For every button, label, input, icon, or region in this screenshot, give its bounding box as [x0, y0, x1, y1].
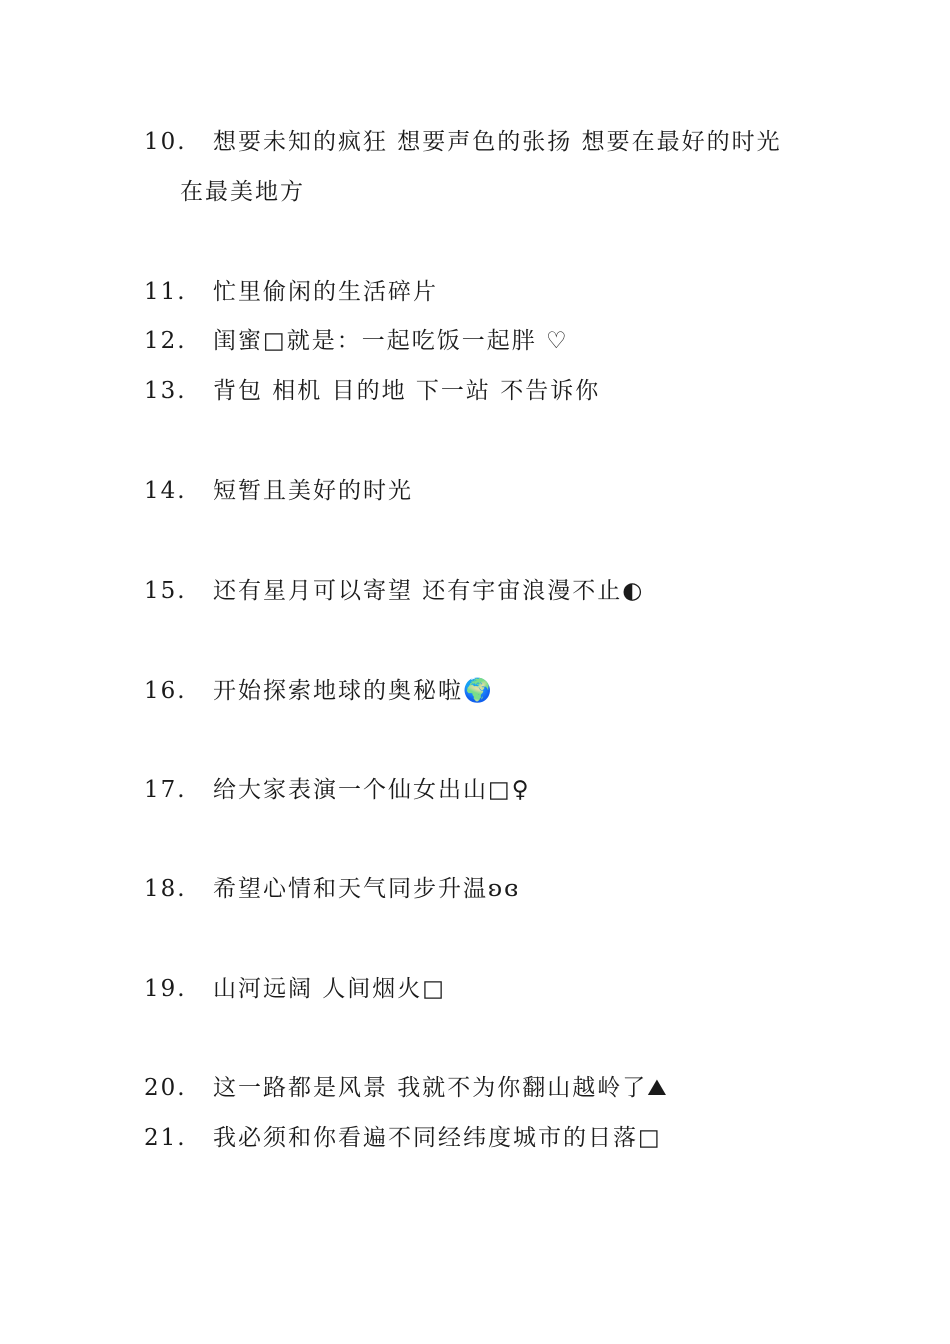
item-number: 12.	[144, 328, 187, 354]
item-number: 16.	[144, 678, 187, 704]
item-text: 还有星月可以寄望 还有宇宙浪漫不止◐	[213, 578, 645, 604]
item-text: 开始探索地球的奥秘啦🌍	[213, 678, 494, 704]
item-number: 11.	[144, 279, 187, 305]
item-number: 13.	[144, 378, 187, 404]
item-text: 给大家表演一个仙女出山□♀	[213, 777, 531, 803]
item-number: 10.	[144, 129, 187, 155]
item-number: 15.	[144, 578, 187, 604]
item-text: 希望心情和天气同步升温ʚɞ	[213, 876, 521, 902]
item-text: 闺蜜□就是：一起吃饭一起胖 ♡	[213, 328, 569, 354]
item-text: 这一路都是风景 我就不为你翻山越岭了⛰	[213, 1075, 669, 1101]
item-number: 18.	[144, 876, 187, 902]
item-text: 忙里偷闲的生活碎片	[213, 279, 438, 305]
item-number: 21.	[144, 1125, 187, 1151]
item-number: 17.	[144, 777, 187, 803]
item-text-continuation: 在最美地方	[180, 179, 305, 205]
item-text: 山河远阔 人间烟火□	[213, 976, 447, 1002]
item-number: 20.	[144, 1075, 187, 1101]
item-text: 想要未知的疯狂 想要声色的张扬 想要在最好的时光	[213, 129, 782, 155]
item-text: 我必须和你看遍不同经纬度城市的日落□	[213, 1125, 662, 1151]
item-text: 背包 相机 目的地 下一站 不告诉你	[213, 378, 601, 404]
item-number: 19.	[144, 976, 187, 1002]
item-number: 14.	[144, 478, 187, 504]
item-text: 短暂且美好的时光	[213, 478, 413, 504]
